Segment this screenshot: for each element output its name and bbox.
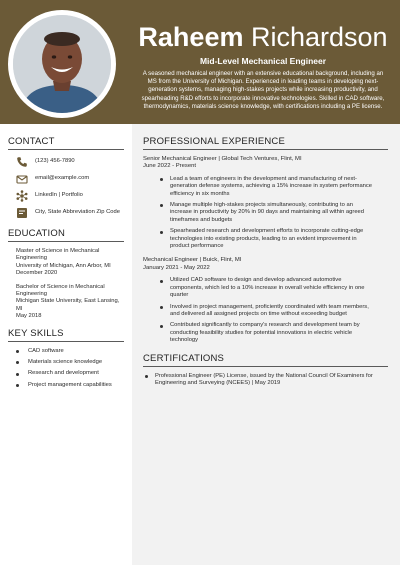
sidebar bbox=[0, 124, 132, 565]
bullet-icon bbox=[160, 178, 163, 181]
skill-item bbox=[16, 348, 124, 355]
main-column bbox=[132, 124, 400, 565]
email-icon bbox=[16, 173, 28, 185]
bullet-icon bbox=[160, 306, 163, 309]
bullet-icon bbox=[16, 384, 19, 387]
contact-linkedin bbox=[8, 190, 124, 202]
contact-email bbox=[8, 173, 124, 185]
job-title-subtitle: Mid-Level Mechanical Engineer bbox=[199, 56, 327, 66]
bullet-icon bbox=[160, 280, 163, 283]
linkedin-portfolio-link[interactable]: LinkedIn | Portfolio bbox=[35, 192, 83, 198]
first-name: Raheem bbox=[138, 22, 244, 52]
bullet-text: Involved in project management, proficiently coordinated with team members, and delivered all assigned projects on time without exceeding budget bbox=[170, 303, 369, 317]
email-link[interactable]: email@example.com bbox=[35, 175, 90, 181]
phone-text: (123) 456-7890 bbox=[35, 158, 75, 164]
contact-location bbox=[8, 207, 124, 219]
skill-item bbox=[16, 382, 124, 389]
bullet-icon bbox=[160, 204, 163, 207]
job-entry bbox=[143, 156, 388, 250]
job-title: Mechanical Engineer | Buick, Flint, MI bbox=[143, 257, 242, 264]
education-heading: EDUCATION bbox=[8, 228, 124, 242]
job-dates: June 2022 - Present bbox=[143, 163, 197, 170]
phone-icon bbox=[16, 156, 28, 168]
job-bullet bbox=[160, 228, 388, 250]
certifications-section bbox=[143, 353, 388, 388]
job-entry bbox=[143, 257, 388, 344]
last-name: Richardson bbox=[250, 22, 388, 52]
bullet-text: Spearheaded research and development efforts to incorporate cutting-edge technologies into existing products, leading to an evident improvement in product performance bbox=[170, 228, 364, 250]
skill-text: Project management capabilities bbox=[28, 381, 112, 388]
job-bullet bbox=[160, 304, 388, 319]
degree-name: Master of Science in Mechanical Engineering bbox=[16, 248, 100, 262]
job-bullet bbox=[160, 322, 388, 344]
education-section bbox=[8, 228, 124, 321]
skill-text: CAD software bbox=[28, 347, 64, 354]
job-dates: January 2021 - May 2022 bbox=[143, 264, 210, 271]
education-item bbox=[16, 284, 124, 321]
contact-section bbox=[8, 136, 124, 219]
degree-name: Bachelor of Science in Mechanical Engineering bbox=[16, 283, 105, 298]
education-item bbox=[16, 248, 124, 278]
certification-text: Professional Engineer (PE) License, issued by the National Council Of Examiners for Engineering and Surveying (NCEES) | May 2019 bbox=[155, 372, 373, 386]
graduation-date: December 2020 bbox=[16, 270, 58, 277]
certification-item bbox=[145, 373, 388, 388]
bullet-text: Contributed significantly to company's research and development team by conducting feasibility studies for potential innovations in electric vehicle technology bbox=[170, 322, 360, 344]
school-name: Michigan State University, East Lansing, MI bbox=[16, 298, 120, 312]
bullet-icon bbox=[16, 361, 19, 364]
skill-item bbox=[16, 359, 124, 366]
skill-text: Materials science knowledge bbox=[28, 359, 103, 366]
school-name: University of Michigan, Ann Arbor, MI bbox=[16, 262, 111, 269]
certifications-heading: CERTIFICATIONS bbox=[143, 353, 388, 367]
bullet-text: Manage multiple high-stakes projects simultaneously, contributing to an increase in productivity by 20% in 90 days and maintaining all within agreed timeframes and budgets bbox=[170, 202, 364, 223]
bullet-icon bbox=[16, 350, 19, 353]
bullet-icon bbox=[160, 325, 163, 328]
linkedin-icon bbox=[16, 190, 28, 202]
job-bullet bbox=[160, 202, 388, 224]
location-text: City, State Abbreviation Zip Code bbox=[35, 209, 120, 215]
skills-section bbox=[8, 328, 124, 390]
experience-section bbox=[143, 136, 388, 345]
job-bullet bbox=[160, 277, 388, 299]
skill-text: Research and development bbox=[28, 370, 99, 377]
resume-header bbox=[0, 0, 400, 124]
profile-photo-frame bbox=[8, 10, 116, 118]
profile-summary: A seasoned mechanical engineer with an extensive educational background, including an MS from the University of Michigan. Experienced in leading teams in developing next-generation systems, managing high-stakes projects while increasing productivity, and spearheading R&D efforts to incorporate innovative technologies. Skilled in CAD software, thermodynamics, materials science knowledge, with certifications including a PE license. bbox=[141, 70, 385, 110]
candidate-name bbox=[126, 22, 400, 52]
bullet-text: Lead a team of engineers in the development and manufacturing of next-generation defense systems, achieving a 15% increase in system performance efficiency in six months bbox=[170, 175, 373, 197]
bullet-text: Utilized CAD software to design and develop advanced automotive components, which led to a 10% increase in overall vehicle efficiency in one quarter bbox=[170, 277, 365, 299]
bullet-icon bbox=[160, 231, 163, 234]
job-title: Senior Mechanical Engineer | Global Tech Ventures, Flint, MI bbox=[143, 156, 302, 162]
experience-heading: PROFESSIONAL EXPERIENCE bbox=[143, 136, 388, 150]
contact-phone bbox=[8, 156, 124, 168]
skill-item bbox=[16, 370, 124, 377]
graduation-date: May 2018 bbox=[16, 313, 42, 320]
bullet-icon bbox=[16, 373, 19, 376]
contact-heading: CONTACT bbox=[8, 136, 124, 150]
skills-heading: KEY SKILLS bbox=[8, 328, 124, 342]
bullet-icon bbox=[145, 375, 148, 378]
profile-photo bbox=[13, 15, 111, 113]
job-bullet bbox=[160, 176, 388, 198]
location-icon bbox=[16, 207, 28, 219]
